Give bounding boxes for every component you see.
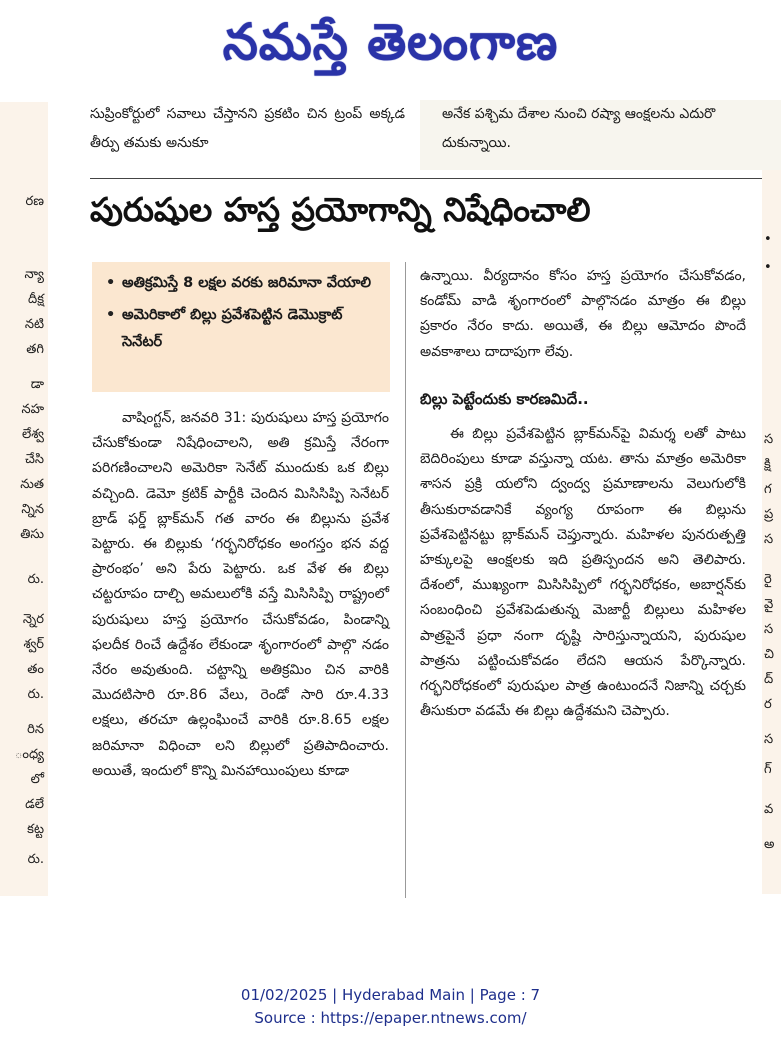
footer-source-line: Source : https://epaper.ntnews.com/	[254, 1009, 527, 1027]
article-subheading: బిల్లు పెట్టేందుకు కారణమిదే..	[420, 389, 589, 408]
highlight-item	[106, 302, 380, 356]
fragment: ప్ర	[764, 507, 774, 522]
fragment: డలే	[25, 797, 44, 812]
fragment: •	[764, 232, 772, 247]
article-paragraph: ఉన్నాయి. వీర్యదానం కోసం హస్త ప్రయోగం చేసుకోవడం, కండోమ్ వాడి శృంగారంలో పాల్గొనడం మాత్రం ఈ బిల్లు ప్రకారం నేరం కాదు. అయితే, ఈ బిల్లు ఆమోదం పొందే అవకాశాలు దాదాపుగా లేవు.	[420, 268, 746, 360]
highlight-text: అమెరికాలో బిల్లు ప్రవేశపెట్టిన డెమొక్రాట్ సెనేటర్	[122, 307, 343, 350]
highlight-text: అతిక్రమిస్తే 8 లక్షల వరకు జరిమానా వేయాలి	[122, 275, 372, 291]
fragment: చేసి	[24, 452, 44, 467]
fragment: రు.	[27, 687, 44, 702]
fragment: గ	[764, 482, 772, 497]
divider	[90, 178, 762, 179]
fragment: తిసు	[20, 527, 44, 542]
fragment: లేశ్వ	[21, 427, 44, 442]
fragment: స	[764, 532, 774, 547]
fragment: వ	[764, 802, 774, 817]
fragment: రు.	[27, 572, 44, 587]
fragment: తం	[27, 662, 44, 677]
fragment: లో	[30, 772, 44, 787]
fragment: న్యా	[24, 267, 44, 282]
fragment: న్నెర	[22, 612, 44, 627]
fragment: స	[764, 622, 774, 637]
highlight-item	[106, 270, 380, 297]
footer-edition-line: 01/02/2025 | Hyderabad Main | Page : 7	[240, 986, 541, 1004]
article-paragraph: ఈ బిల్లు ప్రవేశపెట్టిన బ్లాక్‌మన్‌పై విమర్శ లతో పాటు బెదిరింపులు కూడా వస్తున్నా యట. తాను మాత్రం అమెరికా శాసన ప్రక్రి యలోని ద్వంద్వ ప్రమాణాలను వెలుగులోకి తీసుకురావడానికే వ్యంగ్య రూపంగా ఈ బిల్లును ప్రవేశపెట్టినట్టు బ్లాక్‌మన్ చెప్తున్నారు. మహిళల పునరుత్పత్తి హక్కులపై ఆంక్షలకు ఇది ప్రతిస్పందన అని తెలిపారు. దేశంలో, ముఖ్యంగా మిసిసిప్పిలో గర్భనిరోధకం, అబార్షన్‌కు సంబంధించి ప్రవేశపెడుతున్న మెజార్టీ బిల్లులు మహిళల పాత్రపైనే ప్రధా నంగా దృష్టి సారిస్తున్నాయని, పురుషుల పాత్రను పట్టించుకోవడం లేదని ఆయన పేర్కొన్నారు. గర్భనిరోధకంలో పురుషుల పాత్ర ఉంటుందనే నిజాన్ని చర్చకు తీసుకురా వడమే ఈ బిల్లు ఉద్దేశమని చెప్పారు.	[420, 426, 746, 720]
bullet-icon: •	[106, 275, 116, 291]
fragment: నుత	[20, 477, 44, 492]
fragment: కట్ట	[27, 822, 44, 837]
fragment: వై	[764, 597, 774, 612]
left-adjacent-column	[0, 102, 48, 896]
fragment: గ్	[764, 762, 772, 777]
fragment: న్నిన	[21, 502, 44, 517]
masthead-logo: నమస్తే తెలంగాణ	[222, 12, 559, 71]
previous-article-tail-left: సుప్రింకోర్టులో సవాలు చేస్తానని ప్రకటిం చిన ట్రంప్ అక్కడ తీర్పు తమకు అనుకూ	[90, 106, 405, 151]
fragment: డా	[30, 377, 44, 392]
fragment: రణ	[25, 194, 44, 209]
right-adjacent-column	[762, 102, 781, 894]
fragment: రై	[764, 572, 772, 587]
page-footer	[0, 984, 781, 1030]
fragment: రు.	[27, 852, 44, 867]
fragment: అ	[764, 837, 775, 852]
fragment: శ్వర్	[23, 637, 44, 652]
column-divider	[405, 262, 406, 898]
article-column-2	[420, 264, 746, 724]
article-paragraph: వాషింగ్టన్, జనవరి 31: పురుషులు హస్త ప్రయోగం చేసుకోకుండా నిషేధించాలని, అతి క్రమిస్తే నేరంగా పరిగణించాలని అమెరికా సెనేట్ ముందుకు ఒక బిల్లు వచ్చింది. డెమో క్రటిక్ పార్టీకి చెందిన మిసిసిప్పి సెనేటర్ బ్రాడ్ ఫర్డ్ బ్లాక్‌మన్ గత వారం ఈ బిల్లును ప్రవేశ పెట్టారు. ఈ బిల్లుకు ‘గర్భనిరోధకం అంగస్తం భన వద్ద ప్రారంభం’ అని పేరు పెట్టారు. ఒక వేళ ఈ బిల్లు చట్టరూపం దాల్చి అమలులోకి వస్తే మిసిసిప్పి రాష్ట్రంలో పురుషులు హస్త ప్రయోగం చేసుకోవడం, పిండాన్ని ఫలదీక రించే ఉద్దేశం లేకుండా శృంగారంలో పాల్గొ నడం నేరం అవుతుంది. చట్టాన్ని అతిక్రమిం చిన వారికి మొదటిసారి రూ.86 వేలు, రెండో సారి రూ.4.33 లక్షలు, తరచూ ఉల్లంఘించే వారికి రూ.8.65 లక్షల జరిమానా విధించా లని బిల్లులో ప్రతిపాదించారు. అయితే, ఇందులో కొన్ని మినహాయింపులు కూడా	[92, 410, 389, 779]
previous-article-tail-right: అనేక పశ్చిమ దేశాల నుంచి రష్యా ఆంక్షలను ఎదురొ దుకున్నాయి.	[420, 100, 781, 170]
fragment: నటి	[24, 317, 44, 332]
fragment: •	[764, 260, 772, 275]
fragment: ంధ్య	[14, 747, 44, 762]
fragment: దీక్ష	[28, 292, 44, 307]
fragment: తగి	[26, 342, 44, 357]
fragment: క్షి	[764, 457, 771, 472]
bullet-icon: •	[106, 307, 116, 323]
fragment: స	[764, 732, 774, 747]
article-headline: పురుషుల హస్త ప్రయోగాన్ని నిషేధించాలి	[90, 190, 591, 229]
fragment: నహ	[21, 402, 44, 417]
fragment: స	[764, 432, 774, 447]
fragment: రిన	[27, 722, 44, 737]
fragment: చి	[764, 647, 774, 662]
highlights-box	[92, 262, 390, 392]
article-column-1	[92, 406, 389, 784]
fragment: ద్	[764, 672, 774, 687]
fragment: ర	[764, 697, 772, 712]
